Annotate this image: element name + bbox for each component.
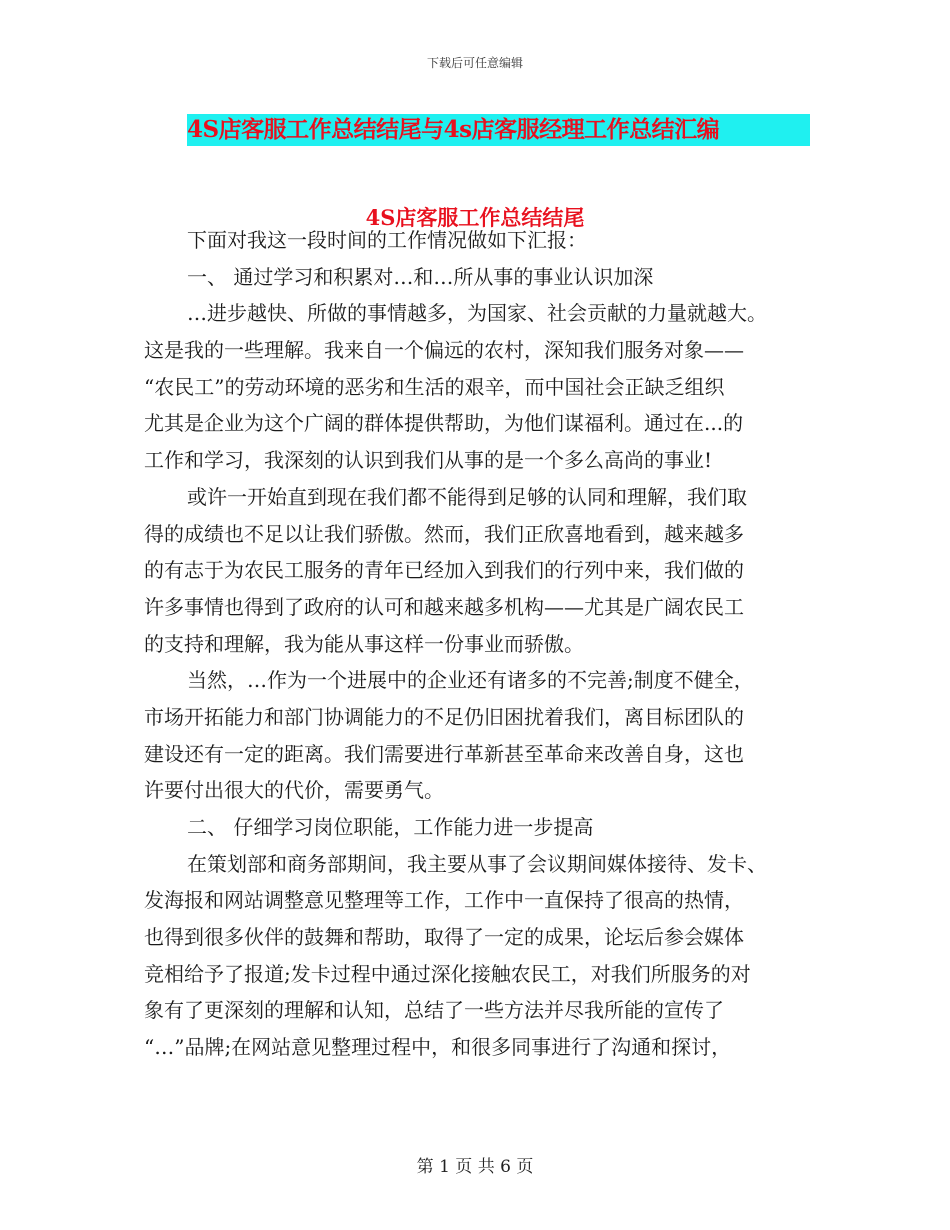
paragraph-line: 象有了更深刻的理解和认知，总结了一些方法并尽我所能的宣传了 — [144, 998, 724, 1023]
page-footer-indicator: 第 1 页 共 6 页 — [416, 1157, 534, 1177]
heading-line: 二、 仔细学习岗位职能，工作能力进一步提高 — [187, 815, 594, 839]
paragraph-line: 发海报和网站调整意见整理等工作，工作中一直保持了很高的热情， — [144, 888, 744, 913]
paragraph-line: “农民工”的劳动环境的恶劣和生活的艰辛，而中国社会正缺乏组织 — [144, 374, 725, 399]
paragraph-line: 或许一开始直到现在我们都不能得到足够的认同和理解，我们取 — [187, 484, 747, 509]
paragraph-line: 许要付出很大的代价，需要勇气。 — [144, 778, 444, 803]
paragraph-line: …进步越快、所做的事情越多，为国家、社会贡献的力量就越大。 — [187, 301, 767, 326]
paragraph-line: 也得到很多伙伴的鼓舞和帮助，取得了一定的成果，论坛后参会媒体 — [144, 925, 744, 950]
paragraph-line: 建设还有一定的距离。我们需要进行革新甚至革命来改善自身，这也 — [144, 741, 744, 766]
paragraph-line: 的支持和理解，我为能从事这样一份事业而骄傲。 — [144, 631, 584, 656]
document-title: 4S店客服工作总结结尾与4s店客服经理工作总结汇编 — [187, 114, 810, 146]
paragraph-line: 当然，…作为一个进展中的企业还有诸多的不完善;制度不健全， — [187, 668, 754, 693]
paragraph-line: 的有志于为农民工服务的青年已经加入到我们的行列中来，我们做的 — [144, 558, 744, 583]
paragraph-line: 市场开拓能力和部门协调能力的不足仍旧困扰着我们，离目标团队的 — [144, 704, 744, 729]
paragraph-line: 竞相给予了报道;发卡过程中通过深化接触农民工，对我们所服务的对 — [144, 961, 751, 986]
paragraph-line: 尤其是企业为这个广阔的群体提供帮助，为他们谋福利。通过在...的 — [144, 411, 744, 436]
body-text — [144, 222, 814, 1066]
section-title: 4S店客服工作总结结尾 — [365, 205, 585, 230]
paragraph-line: 在策划部和商务部期间，我主要从事了会议期间媒体接待、发卡、 — [187, 851, 767, 876]
paragraph-line: 工作和学习，我深刻的认识到我们从事的是一个多么高尚的事业! — [144, 448, 713, 473]
paragraph-line: “…”品牌;在网站意见整理过程中，和很多同事进行了沟通和探讨， — [144, 1035, 732, 1060]
paragraph-line: 下面对我这一段时间的工作情况做如下汇报： — [187, 228, 587, 252]
page-header-note: 下载后可任意编辑 — [426, 56, 523, 70]
paragraph-line: 得的成绩也不足以让我们骄傲。然而，我们正欣喜地看到，越来越多 — [144, 521, 744, 546]
heading-line: 一、 通过学习和积累对…和…所从事的事业认识加深 — [187, 264, 654, 289]
paragraph-line: 许多事情也得到了政府的认可和越来越多机构——尤其是广阔农民工 — [144, 594, 744, 619]
paragraph-line: 这是我的一些理解。我来自一个偏远的农村，深知我们服务对象—— — [144, 338, 744, 363]
